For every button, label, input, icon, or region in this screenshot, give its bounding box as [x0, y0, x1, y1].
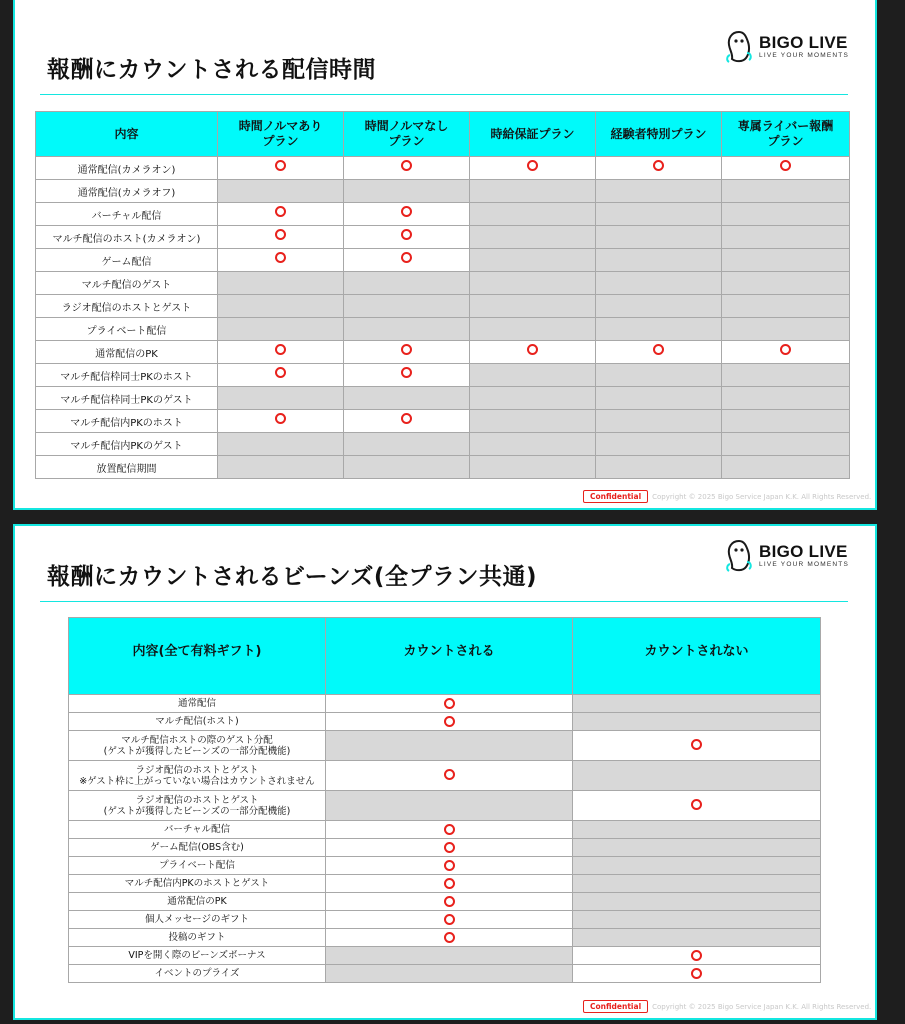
- table-row: [36, 318, 850, 341]
- not-counted-cell: [573, 893, 821, 911]
- footer: [583, 490, 871, 503]
- circle-mark-icon: [444, 716, 455, 727]
- circle-mark-icon: [444, 842, 455, 853]
- circle-mark-icon: [444, 860, 455, 871]
- not-counted-cell: [596, 387, 722, 410]
- footer: [583, 1000, 871, 1013]
- circle-mark-icon: [275, 160, 286, 171]
- counted-cell: [573, 947, 821, 965]
- not-counted-cell: [470, 318, 596, 341]
- row-label: マルチ配信枠同士PKのゲスト: [36, 387, 218, 410]
- logo-tagline: LIVE YOUR MOMENTS: [759, 561, 849, 568]
- not-counted-cell: [470, 272, 596, 295]
- row-label: プライベート配信: [69, 857, 326, 875]
- not-counted-cell: [326, 731, 573, 761]
- confidential-badge: Confidential: [583, 490, 648, 503]
- table-row: [69, 713, 821, 731]
- not-counted-cell: [722, 203, 850, 226]
- counted-cell: [344, 157, 470, 180]
- not-counted-cell: [596, 410, 722, 433]
- not-counted-cell: [596, 433, 722, 456]
- circle-mark-icon: [780, 160, 791, 171]
- copyright-text: Copyright © 2025 Bigo Service Japan K.K. All Rights Reserved.: [652, 1002, 872, 1011]
- circle-mark-icon: [527, 344, 538, 355]
- not-counted-cell: [344, 180, 470, 203]
- row-label: マルチ配信内PKのホストとゲスト: [69, 875, 326, 893]
- not-counted-cell: [722, 180, 850, 203]
- not-counted-cell: [344, 295, 470, 318]
- row-label: マルチ配信のホスト(カメラオン): [36, 226, 218, 249]
- counted-cell: [722, 341, 850, 364]
- row-label: ラジオ配信のホストとゲスト ※ゲスト枠に上がっていない場合はカウントされません: [69, 761, 326, 791]
- slide-beans: [13, 524, 877, 1020]
- column-header-plan: カウントされる: [326, 618, 573, 695]
- row-label: マルチ配信内PKのホスト: [36, 410, 218, 433]
- not-counted-cell: [573, 761, 821, 791]
- not-counted-cell: [722, 249, 850, 272]
- row-label: ゲーム配信: [36, 249, 218, 272]
- circle-mark-icon: [401, 252, 412, 263]
- table-row: [36, 226, 850, 249]
- table-row: [36, 410, 850, 433]
- not-counted-cell: [596, 203, 722, 226]
- not-counted-cell: [573, 929, 821, 947]
- not-counted-cell: [470, 364, 596, 387]
- circle-mark-icon: [401, 206, 412, 217]
- column-header-plan: 専属ライバー報酬 プラン: [722, 112, 850, 157]
- copyright-text: Copyright © 2025 Bigo Service Japan K.K. All Rights Reserved.: [652, 492, 872, 501]
- confidential-badge: Confidential: [583, 1000, 648, 1013]
- table-row: [69, 695, 821, 713]
- row-label: VIPを開く際のビーンズボーナス: [69, 947, 326, 965]
- row-label: バーチャル配信: [36, 203, 218, 226]
- table-row: [36, 364, 850, 387]
- row-label: 個人メッセージのギフト: [69, 911, 326, 929]
- table-row: [69, 761, 821, 791]
- counted-cell: [218, 410, 344, 433]
- counted-cell: [344, 203, 470, 226]
- not-counted-cell: [573, 839, 821, 857]
- counted-cell: [722, 157, 850, 180]
- circle-mark-icon: [401, 229, 412, 240]
- not-counted-cell: [722, 410, 850, 433]
- counted-cell: [218, 203, 344, 226]
- table-row: [69, 875, 821, 893]
- column-header-plan: 時間ノルマなし プラン: [344, 112, 470, 157]
- not-counted-cell: [722, 226, 850, 249]
- broadcast-time-table: [35, 111, 850, 479]
- counted-cell: [326, 713, 573, 731]
- counted-cell: [326, 911, 573, 929]
- beans-table: [68, 617, 821, 983]
- slide-title: 報酬にカウントされる配信時間: [47, 57, 376, 83]
- table-row: [36, 157, 850, 180]
- row-label: マルチ配信ホストの際のゲスト分配 (ゲストが獲得したビーンズの一部分配機能): [69, 731, 326, 761]
- not-counted-cell: [218, 295, 344, 318]
- not-counted-cell: [218, 272, 344, 295]
- circle-mark-icon: [275, 344, 286, 355]
- row-label: 通常配信(カメラオン): [36, 157, 218, 180]
- not-counted-cell: [573, 875, 821, 893]
- circle-mark-icon: [444, 896, 455, 907]
- row-label: 投稿のギフト: [69, 929, 326, 947]
- not-counted-cell: [596, 318, 722, 341]
- not-counted-cell: [326, 947, 573, 965]
- circle-mark-icon: [401, 160, 412, 171]
- not-counted-cell: [596, 456, 722, 479]
- circle-mark-icon: [444, 914, 455, 925]
- counted-cell: [573, 791, 821, 821]
- counted-cell: [218, 364, 344, 387]
- circle-mark-icon: [691, 739, 702, 750]
- not-counted-cell: [722, 295, 850, 318]
- table-row: [36, 341, 850, 364]
- counted-cell: [326, 857, 573, 875]
- circle-mark-icon: [401, 344, 412, 355]
- not-counted-cell: [573, 695, 821, 713]
- circle-mark-icon: [401, 367, 412, 378]
- counted-cell: [344, 410, 470, 433]
- counted-cell: [326, 875, 573, 893]
- logo-name: BIGO LIVE: [759, 542, 848, 561]
- circle-mark-icon: [275, 413, 286, 424]
- not-counted-cell: [470, 203, 596, 226]
- not-counted-cell: [470, 433, 596, 456]
- table-row: [69, 731, 821, 761]
- table-row: [36, 203, 850, 226]
- counted-cell: [326, 695, 573, 713]
- row-label: バーチャル配信: [69, 821, 326, 839]
- table-row: [36, 456, 850, 479]
- table-row: [36, 180, 850, 203]
- counted-cell: [326, 893, 573, 911]
- row-label: 通常配信のPK: [36, 341, 218, 364]
- counted-cell: [573, 965, 821, 983]
- row-label: 通常配信のPK: [69, 893, 326, 911]
- counted-cell: [326, 839, 573, 857]
- row-label: 通常配信(カメラオフ): [36, 180, 218, 203]
- not-counted-cell: [470, 387, 596, 410]
- title-divider: [40, 94, 848, 95]
- table-row: [36, 295, 850, 318]
- column-header-plan: カウントされない: [573, 618, 821, 695]
- not-counted-cell: [470, 180, 596, 203]
- not-counted-cell: [218, 318, 344, 341]
- table-row: [69, 791, 821, 821]
- not-counted-cell: [326, 965, 573, 983]
- counted-cell: [573, 731, 821, 761]
- column-header-plan: 時給保証プラン: [470, 112, 596, 157]
- counted-cell: [218, 226, 344, 249]
- not-counted-cell: [722, 364, 850, 387]
- circle-mark-icon: [691, 950, 702, 961]
- circle-mark-icon: [691, 968, 702, 979]
- not-counted-cell: [722, 456, 850, 479]
- not-counted-cell: [573, 857, 821, 875]
- not-counted-cell: [326, 791, 573, 821]
- circle-mark-icon: [780, 344, 791, 355]
- counted-cell: [596, 341, 722, 364]
- logo-name: BIGO LIVE: [759, 33, 848, 52]
- not-counted-cell: [722, 387, 850, 410]
- not-counted-cell: [596, 180, 722, 203]
- not-counted-cell: [573, 821, 821, 839]
- title-divider: [40, 601, 848, 602]
- row-label: 放置配信期間: [36, 456, 218, 479]
- bigo-live-logo: [724, 538, 849, 574]
- slide-broadcast-time: [13, 0, 877, 510]
- table-row: [69, 947, 821, 965]
- not-counted-cell: [344, 318, 470, 341]
- table-row: [69, 893, 821, 911]
- not-counted-cell: [470, 295, 596, 318]
- not-counted-cell: [573, 713, 821, 731]
- circle-mark-icon: [401, 413, 412, 424]
- counted-cell: [218, 157, 344, 180]
- not-counted-cell: [722, 318, 850, 341]
- circle-mark-icon: [444, 698, 455, 709]
- row-label: ゲーム配信(OBS含む): [69, 839, 326, 857]
- not-counted-cell: [596, 272, 722, 295]
- bigo-mascot-icon: [724, 538, 754, 574]
- row-label: マルチ配信枠同士PKのホスト: [36, 364, 218, 387]
- table-row: [36, 387, 850, 410]
- table-row: [36, 249, 850, 272]
- not-counted-cell: [470, 410, 596, 433]
- not-counted-cell: [344, 272, 470, 295]
- not-counted-cell: [218, 456, 344, 479]
- row-label: プライベート配信: [36, 318, 218, 341]
- table-row: [36, 272, 850, 295]
- counted-cell: [326, 929, 573, 947]
- not-counted-cell: [218, 180, 344, 203]
- circle-mark-icon: [275, 206, 286, 217]
- not-counted-cell: [470, 249, 596, 272]
- row-label: 通常配信: [69, 695, 326, 713]
- table-row: [69, 929, 821, 947]
- circle-mark-icon: [653, 344, 664, 355]
- circle-mark-icon: [691, 799, 702, 810]
- bigo-live-logo: [724, 29, 849, 65]
- circle-mark-icon: [527, 160, 538, 171]
- counted-cell: [470, 157, 596, 180]
- counted-cell: [344, 364, 470, 387]
- table-row: [69, 839, 821, 857]
- not-counted-cell: [596, 364, 722, 387]
- circle-mark-icon: [444, 769, 455, 780]
- slide-title: 報酬にカウントされるビーンズ(全プラン共通): [47, 564, 537, 590]
- column-header-content: 内容: [36, 112, 218, 157]
- counted-cell: [470, 341, 596, 364]
- table-row: [69, 857, 821, 875]
- not-counted-cell: [722, 272, 850, 295]
- circle-mark-icon: [653, 160, 664, 171]
- row-label: ラジオ配信のホストとゲスト (ゲストが獲得したビーンズの一部分配機能): [69, 791, 326, 821]
- table-row: [69, 911, 821, 929]
- not-counted-cell: [344, 456, 470, 479]
- counted-cell: [596, 157, 722, 180]
- counted-cell: [218, 249, 344, 272]
- circle-mark-icon: [275, 252, 286, 263]
- bigo-mascot-icon: [724, 29, 754, 65]
- table-row: [69, 965, 821, 983]
- table-row: [69, 821, 821, 839]
- column-header-content: 内容(全て有料ギフト): [69, 618, 326, 695]
- not-counted-cell: [596, 226, 722, 249]
- counted-cell: [344, 341, 470, 364]
- circle-mark-icon: [444, 932, 455, 943]
- circle-mark-icon: [275, 229, 286, 240]
- not-counted-cell: [470, 226, 596, 249]
- column-header-plan: 時間ノルマあり プラン: [218, 112, 344, 157]
- row-label: ラジオ配信のホストとゲスト: [36, 295, 218, 318]
- column-header-plan: 経験者特別プラン: [596, 112, 722, 157]
- circle-mark-icon: [444, 878, 455, 889]
- counted-cell: [344, 249, 470, 272]
- not-counted-cell: [344, 433, 470, 456]
- table-row: [36, 433, 850, 456]
- not-counted-cell: [218, 433, 344, 456]
- row-label: マルチ配信のゲスト: [36, 272, 218, 295]
- not-counted-cell: [596, 295, 722, 318]
- counted-cell: [326, 821, 573, 839]
- not-counted-cell: [722, 433, 850, 456]
- counted-cell: [344, 226, 470, 249]
- not-counted-cell: [218, 387, 344, 410]
- counted-cell: [326, 761, 573, 791]
- circle-mark-icon: [275, 367, 286, 378]
- logo-tagline: LIVE YOUR MOMENTS: [759, 52, 849, 59]
- row-label: マルチ配信(ホスト): [69, 713, 326, 731]
- not-counted-cell: [573, 911, 821, 929]
- not-counted-cell: [344, 387, 470, 410]
- circle-mark-icon: [444, 824, 455, 835]
- not-counted-cell: [596, 249, 722, 272]
- row-label: マルチ配信内PKのゲスト: [36, 433, 218, 456]
- counted-cell: [218, 341, 344, 364]
- not-counted-cell: [470, 456, 596, 479]
- row-label: イベントのプライズ: [69, 965, 326, 983]
